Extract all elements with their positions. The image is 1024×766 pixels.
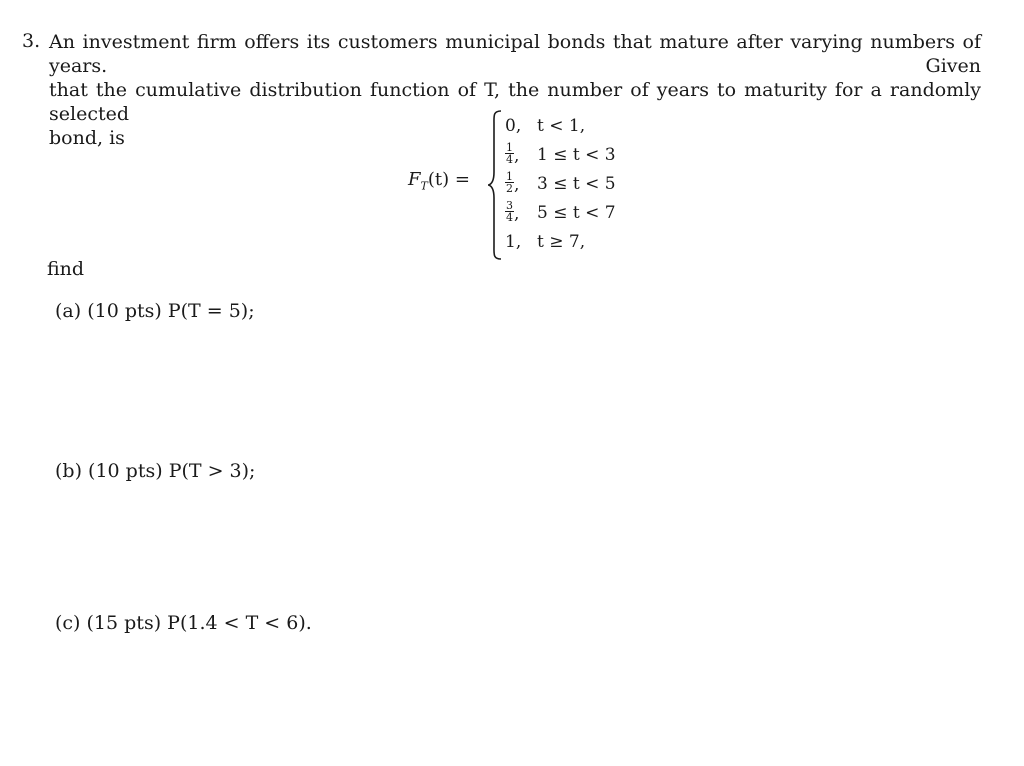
case-condition: 3 ≤ t < 5 [537,174,616,194]
part-expression: P(1.4 < T < 6). [167,612,312,634]
part-points: (10 pts) [88,460,163,482]
part-expression: P(T > 3); [168,460,256,482]
part-expression: P(T = 5); [167,300,255,322]
case-row [505,170,645,199]
case-row [505,112,645,141]
case-row [505,199,645,228]
case-row [505,141,645,170]
part-label: (c) [55,612,81,634]
fraction: $\frac{3}{4}$ [506,199,513,224]
case-row [505,228,645,257]
case-condition: 5 ≤ t < 7 [537,203,616,223]
case-value: 0, [505,116,522,136]
statement-line-2: that the cumulative distribution function of T, the number of years to maturity for a randomly selected [49,79,981,125]
part-points: (10 pts) [87,300,162,322]
cdf-cases [505,112,645,257]
case-value: 1, [505,232,522,252]
question-part-c [55,612,312,634]
statement-line-3: bond, is [49,127,125,149]
fraction: $\frac{1}{4}$ [506,141,513,166]
cdf-subscript: T [420,179,428,193]
fraction: $\frac{1}{2}$ [506,170,513,195]
part-label: (a) [55,300,82,322]
part-label: (b) [55,460,82,482]
statement-line-1: An investment firm offers its customers municipal bonds that mature after varying numbers of years. Given [49,31,981,77]
case-value: $\frac{3}{4}$ , [506,199,520,224]
cdf-symbol: F [408,169,421,190]
cdf-piecewise-formula [408,110,648,260]
left-brace [488,110,502,260]
cdf-lhs [408,169,470,193]
case-condition: t ≥ 7, [537,232,586,252]
question-part-b [55,460,255,482]
find-label: find [47,258,85,280]
case-condition: 1 ≤ t < 3 [537,145,616,165]
case-condition: t < 1, [537,116,586,136]
cdf-argument: (t) = [427,169,470,190]
problem-number: 3. [22,30,41,52]
part-points: (15 pts) [86,612,162,634]
case-value: $\frac{1}{2}$ , [506,170,520,195]
case-value: $\frac{1}{4}$ , [506,141,520,166]
question-part-a [55,300,255,322]
